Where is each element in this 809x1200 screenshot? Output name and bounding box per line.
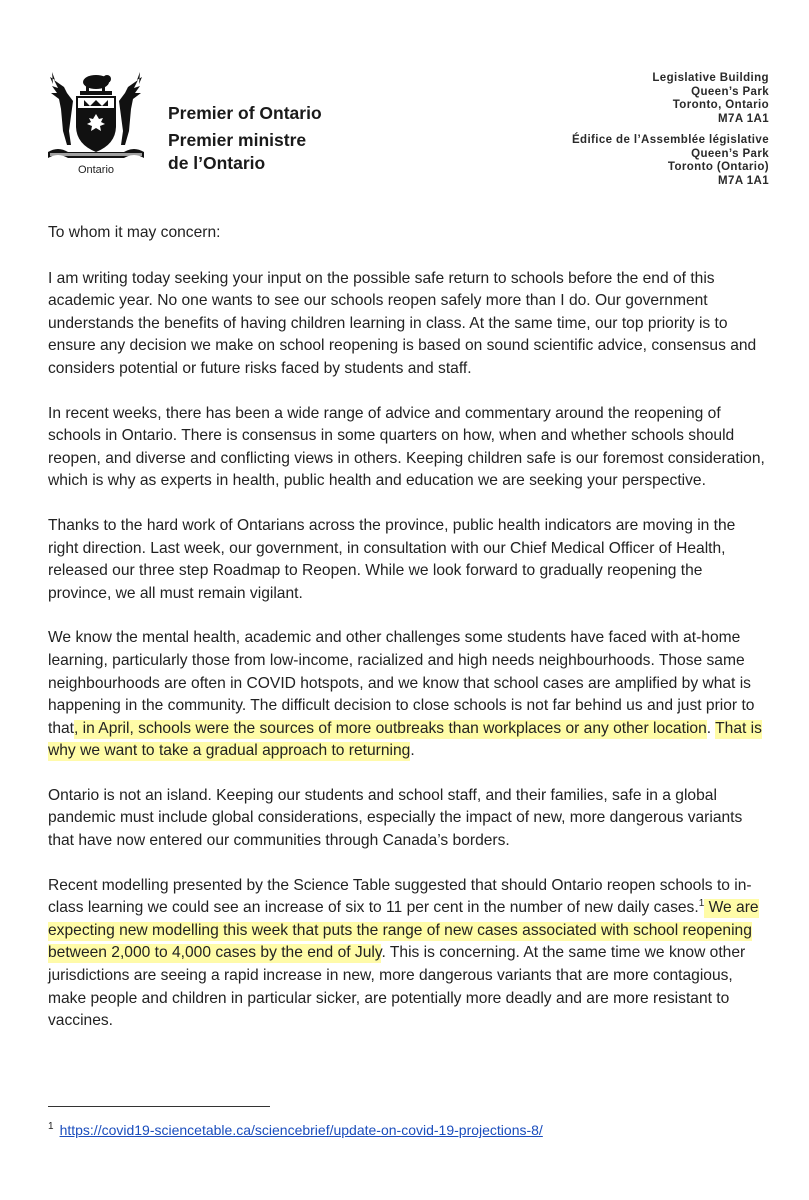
paragraph-3: Thanks to the hard work of Ontarians across the province, public health indicators are moving in the right direction. Last week, our government, in consultation with our Chief Medical Officer of Health, released our three step Roadmap to Reopen. While we look forward to gradually reopening the province, we all must remain vigilant. [48, 516, 736, 602]
address-line: Toronto (Ontario) [667, 161, 769, 173]
salutation: To whom it may concern: [48, 224, 221, 241]
highlight-april-outbreaks: , in April, schools were the sources of more outbreaks than workplaces or any other location [74, 719, 707, 737]
coat-of-arms-icon [40, 68, 152, 164]
address-block [572, 72, 769, 188]
paragraph-4 [48, 627, 768, 763]
paragraph-2: In recent weeks, there has been a wide range of advice and commentary around the reopening of schools in Ontario. There is consensus in some quarters on how, when and whether schools should reopen, and diverse and conflicting views in others. Keeping children safe is our foremost consideration, which is why as experts in health, public health and education we are seeking your perspective. [48, 404, 765, 490]
footnote-divider [48, 1106, 270, 1107]
letter-body [48, 222, 768, 1055]
address-line: Queen’s Park [691, 147, 769, 160]
paragraph-4-text: We know the mental health, academic and other challenges some students have faced with at-home learning, particularly those from low-income, racialized and high needs neighbourhoods. Those same neighbourhoods are often in COVID hotspots, and we know that school cases are amplified by what is happening in the community. The difficult decision to close schools is not far behind us and just prior to that [48, 629, 755, 737]
footnote-mark: 1 [48, 1121, 54, 1133]
footnote-reference[interactable]: 1 [698, 898, 705, 910]
paragraph-5: Ontario is not an island. Keeping our students and school staff, and their families, safe in a global pandemic must include global considerations, especially the impact of new, more dangerous variants that have now entered our communities through Canada’s borders. [48, 786, 743, 850]
paragraph-4-text: . [410, 742, 415, 760]
address-line: M7A 1A1 [718, 112, 769, 125]
paragraph-6 [48, 875, 768, 1033]
address-line: Édifice de l’Assemblée législative [571, 134, 769, 146]
address-line: Legislative Building [652, 72, 769, 84]
footnote [48, 1121, 543, 1139]
logo-label: Ontario [77, 164, 115, 176]
premier-title-en: Premier of Ontario [168, 103, 322, 123]
premier-title [168, 102, 322, 175]
address-french [572, 134, 769, 188]
address-line: Toronto, Ontario [672, 99, 769, 111]
paragraph-4-text: . [706, 719, 716, 737]
address-line: Queen’s Park [691, 85, 769, 98]
footnote-link[interactable]: https://covid19-sciencetable.ca/sciencebrief/update-on-covid-19-projections-8/ [59, 1122, 543, 1138]
premier-title-fr-line2: de l’Ontario [168, 153, 266, 173]
address-english [572, 72, 769, 126]
paragraph-1: I am writing today seeking your input on the possible safe return to schools before the end of this academic year. No one wants to see our schools reopen safely more than I do. Our government understands the benefits of having children learning in class. At the same time, our top priority is to ensure any decision we make on school reopening is based on sound scientific advice, consensus and considers potential or future risks faced by students and staff. [48, 269, 757, 377]
highlight-gradual-approach: That is why we want to take a gradual approach to returning [48, 719, 762, 760]
premier-title-fr-line1: Premier ministre [168, 130, 307, 150]
address-line: M7A 1A1 [718, 174, 769, 187]
paragraph-6-text: . This is concerning. At the same time we know other jurisdictions are seeing a rapid increase in new, more dangerous variants that are more contagious, make people and children in particular sicker, are potentially more deadly and are more resistant to vaccines. [48, 944, 746, 1030]
ontario-coat-of-arms-logo [40, 68, 152, 180]
paragraph-6-text: Recent modelling presented by the Science Table suggested that should Ontario reopen schools to in-class learning we could see an increase of six to 11 per cent in the number of new daily cases. [48, 876, 752, 917]
highlight-new-modelling: We are expecting new modelling this week that puts the range of new cases associated with school reopening between 2,000 to 4,000 cases by the end of July [48, 899, 759, 962]
